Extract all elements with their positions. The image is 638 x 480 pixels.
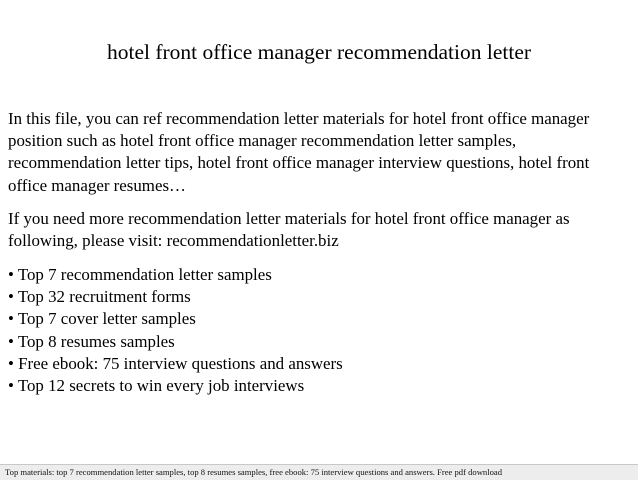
intro-line: office manager resumes…: [8, 175, 186, 195]
list-item: • Top 7 cover letter samples: [8, 309, 196, 329]
list-item: • Free ebook: 75 interview questions and answers: [8, 353, 343, 373]
bullet-list: [8, 264, 634, 397]
more-info-line: following, please visit: recommendationletter.biz: [8, 231, 339, 251]
list-item: • Top 32 recruitment forms: [8, 287, 191, 307]
list-item: • Top 12 secrets to win every job interviews: [8, 376, 305, 396]
intro-line: position such as hotel front office manager recommendation letter samples,: [8, 131, 517, 151]
intro-line: In this file, you can ref recommendation letter materials for hotel front office manager: [8, 109, 590, 128]
footer-text: Top materials: top 7 recommendation letter samples, top 8 resumes samples, free ebook: 75 interview questions and answers. Free pdf download: [5, 467, 502, 477]
intro-line: recommendation letter tips, hotel front office manager interview questions, hotel front: [8, 153, 590, 173]
more-info-line: If you need more recommendation letter materials for hotel front office manager as: [8, 209, 570, 228]
footer-bar: [0, 464, 638, 480]
list-item: • Top 8 resumes samples: [8, 331, 175, 351]
intro-paragraph: [8, 108, 634, 197]
more-info-paragraph: [8, 208, 634, 252]
page-title: hotel front office manager recommendation letter: [106, 40, 532, 64]
list-item: • Top 7 recommendation letter samples: [8, 265, 272, 284]
